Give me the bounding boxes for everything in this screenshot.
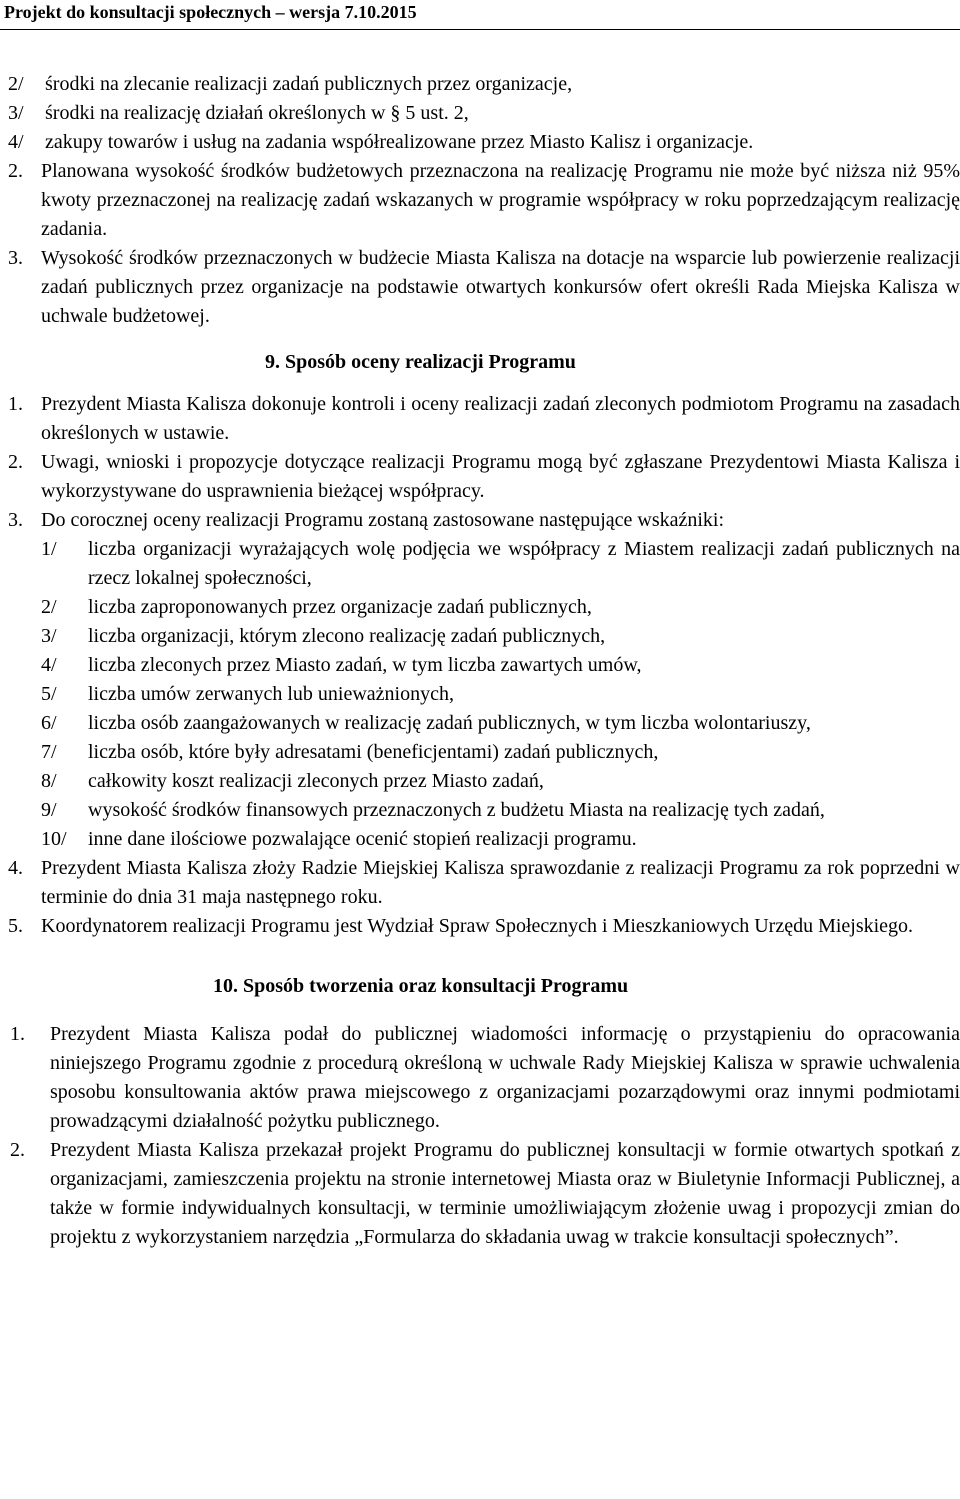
item-text: Prezydent Miasta Kalisza złoży Radzie Miejskiej Kalisza sprawozdanie z realizacji Programu za rok poprzedni w terminie do dnia 31 maja następnego roku. <box>41 857 960 908</box>
list-item <box>8 157 960 244</box>
item-text: liczba umów zerwanych lub unieważnionych, <box>88 683 454 705</box>
list-item <box>8 244 960 331</box>
item-text: Planowana wysokość środków budżetowych przeznaczona na realizację Programu nie może być niższa niż 95% kwoty przeznaczonej na realizację zadań wskazanych w programie współpracy w roku poprzedzającym realizację zadania. <box>41 160 960 240</box>
page-header <box>0 0 960 30</box>
item-number: 4/ <box>41 654 57 676</box>
header-title: Projekt do konsultacji społecznych – wersja 7.10.2015 <box>4 2 417 22</box>
list-item <box>8 448 960 506</box>
item-number: 1/ <box>41 538 57 560</box>
item-number: 1. <box>10 1023 25 1045</box>
list-item <box>41 767 960 796</box>
list-item <box>41 738 960 767</box>
list-item <box>41 680 960 709</box>
item-text: Koordynatorem realizacji Programu jest Wydział Spraw Społecznych i Mieszkaniowych Urzędu Miejskiego. <box>41 915 914 937</box>
item-text: środki na zlecanie realizacji zadań publicznych przez organizacje, <box>45 73 573 95</box>
list-item <box>8 506 960 535</box>
item-number: 3/ <box>41 625 57 647</box>
item-number: 4. <box>8 857 23 879</box>
section-10-list <box>8 1020 960 1252</box>
item-number: 4/ <box>8 131 24 153</box>
item-text: Prezydent Miasta Kalisza dokonuje kontroli i oceny realizacji zadań zleconych podmiotom Programu na zasadach określonych w ustawie. <box>41 393 960 444</box>
list-item <box>41 593 960 622</box>
item-text: zakupy towarów i usług na zadania współrealizowane przez Miasto Kalisz i organizacje. <box>45 131 754 153</box>
list-item <box>8 128 960 157</box>
item-number: 5. <box>8 915 23 937</box>
item-number: 2. <box>10 1139 25 1161</box>
item-text: Prezydent Miasta Kalisza podał do publicznej wiadomości informację o przystąpieniu do opracowania niniejszego Programu zgodnie z procedurą określoną w uchwale Rady Miejskiej Kalisza w sprawie uchwalenia sposobu konsultowania aktów prawa miejscowego z organizacjami pozarządowymi oraz innymi podmiotami prowadzącymi działalność pożytku publicznego. <box>50 1023 960 1132</box>
item-number: 10/ <box>41 828 67 850</box>
list-item <box>41 651 960 680</box>
item-text: wysokość środków finansowych przeznaczonych z budżetu Miasta na realizację tych zadań, <box>88 799 825 821</box>
item-number: 3. <box>8 247 23 269</box>
indicator-list <box>8 535 960 854</box>
list-item <box>41 535 960 593</box>
item-number: 9/ <box>41 799 57 821</box>
item-number: 6/ <box>41 712 57 734</box>
item-text: liczba organizacji, którym zlecono realizację zadań publicznych, <box>88 625 606 647</box>
item-text: Do corocznej oceny realizacji Programu zostaną zastosowane następujące wskaźniki: <box>41 509 725 531</box>
item-text: liczba organizacji wyrażających wolę podjęcia we współpracy z Miastem realizacji zadań publicznych na rzecz lokalnej społeczności, <box>88 538 960 589</box>
list-item <box>8 99 960 128</box>
item-text: liczba zleconych przez Miasto zadań, w tym liczba zawartych umów, <box>88 654 642 676</box>
item-number: 5/ <box>41 683 57 705</box>
item-text: Prezydent Miasta Kalisza przekazał projekt Programu do publicznej konsultacji w formie otwartych spotkań z organizacjami, zamieszczenia projektu na stronie internetowej Miasta oraz w Biuletynie Informacji Publicznej, a także w formie indywidualnych konsultacji, w terminie umożliwiającym złożenie uwag i propozycji zmian do projektu z wykorzystaniem narzędzia „Formularza do składania uwag w trakcie konsultacji społecznych”. <box>50 1139 960 1248</box>
item-text: środki na realizację działań określonych w § 5 ust. 2, <box>45 102 469 124</box>
document-body <box>8 70 960 1252</box>
item-number: 2. <box>8 160 23 182</box>
item-text: Uwagi, wnioski i propozycje dotyczące realizacji Programu mogą być zgłaszane Prezydentowi Miasta Kalisza i wykorzystywane do usprawnienia bieżącej współpracy. <box>41 451 960 502</box>
list-item <box>41 796 960 825</box>
section-title: 10. Sposób tworzenia oraz konsultacji Programu <box>213 975 629 997</box>
item-number: 3/ <box>8 102 24 124</box>
item-text: liczba osób, które były adresatami (beneficjentami) zadań publicznych, <box>88 741 659 763</box>
item-number: 3. <box>8 509 23 531</box>
list-item <box>41 622 960 651</box>
list-item <box>10 1136 960 1252</box>
item-number: 2/ <box>8 73 24 95</box>
list-item <box>8 390 960 448</box>
section-heading-10 <box>8 972 960 1001</box>
item-number: 2/ <box>41 596 57 618</box>
item-text: Wysokość środków przeznaczonych w budżecie Miasta Kalisza na dotacje na wsparcie lub powierzenie realizacji zadań publicznych przez organizacje na podstawie otwartych konkursów ofert określi Rada Miejska Kalisza w uchwale budżetowej. <box>41 247 960 327</box>
list-item <box>10 1020 960 1136</box>
list-item <box>8 854 960 912</box>
section-title: 9. Sposób oceny realizacji Programu <box>265 351 576 373</box>
item-number: 1. <box>8 393 23 415</box>
item-text: całkowity koszt realizacji zleconych przez Miasto zadań, <box>88 770 544 792</box>
item-number: 2. <box>8 451 23 473</box>
item-text: liczba zaproponowanych przez organizacje zadań publicznych, <box>88 596 592 618</box>
item-text: liczba osób zaangażowanych w realizację zadań publicznych, w tym liczba wolontariuszy, <box>88 712 811 734</box>
list-item <box>41 825 960 854</box>
list-item <box>8 70 960 99</box>
item-number: 7/ <box>41 741 57 763</box>
item-text: inne dane ilościowe pozwalające ocenić stopień realizacji programu. <box>88 828 637 850</box>
item-number: 8/ <box>41 770 57 792</box>
list-item <box>8 912 960 941</box>
section-heading-9 <box>8 348 960 377</box>
list-item <box>41 709 960 738</box>
